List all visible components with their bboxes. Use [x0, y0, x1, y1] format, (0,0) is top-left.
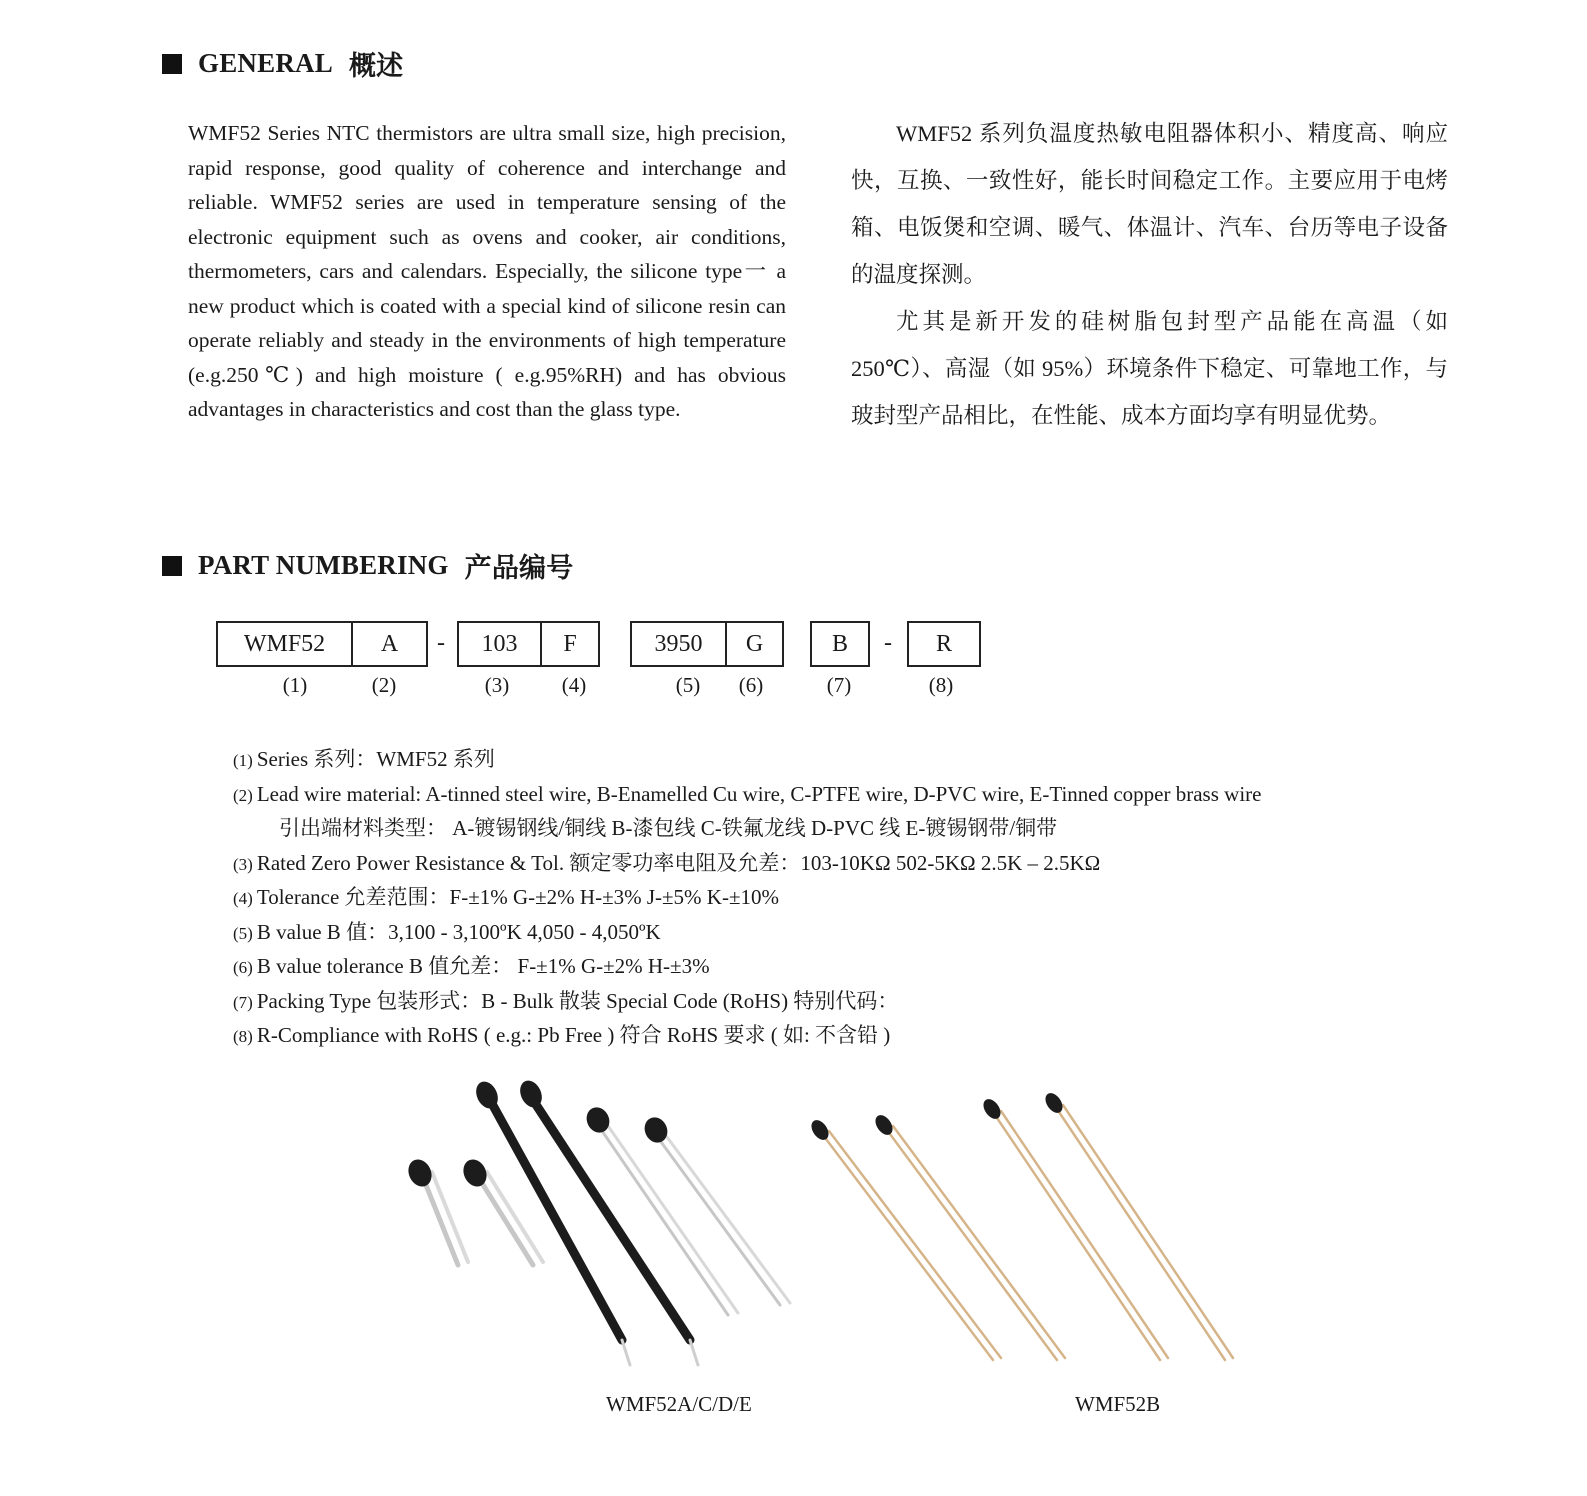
- part-code-lead: A: [351, 623, 426, 665]
- general-title-en: GENERAL: [198, 48, 333, 78]
- definition-number: (3): [233, 854, 253, 874]
- photo-caption-right: WMF52B: [1075, 1392, 1161, 1416]
- definition-number: (6): [233, 958, 253, 977]
- general-english-paragraph: WMF52 Series NTC thermistors are ultra small size, high precision, rapid response, good quality of coherence and interchange and reliable. WMF52 series are used in temperature sensing of the electronic equipment such as ovens and cooker, air conditions, thermometers, cars and calendars. Especially, the silicone type一 a new product which is coated with a special kind of silicone resin can operate reliably and steady in the environments of high temperature (e.g.250℃) and high moisture ( e.g.95%RH) and has obvious advantages in characteristics and cost than the glass type.: [188, 121, 786, 421]
- photo-caption-left: WMF52A/C/D/E: [606, 1392, 752, 1416]
- part-index-8: (8): [928, 673, 954, 697]
- part-code-packing: B: [831, 630, 848, 657]
- part-code-group-resistance: [457, 621, 600, 667]
- definition-line: [233, 984, 1261, 1019]
- part-code-group-rohs: [907, 621, 981, 667]
- part-index-7: (7): [826, 673, 852, 697]
- part-code-group-series: [216, 621, 428, 667]
- definition-line: [233, 915, 1261, 950]
- section-title-general: [162, 44, 403, 83]
- part-index-3: (3): [484, 673, 510, 697]
- thermistor-photo-right: [795, 1075, 1255, 1365]
- part-definitions-list: [233, 742, 1261, 1053]
- square-bullet-icon: [162, 556, 182, 576]
- definition-text: 引出端材料类型： A-镀锡钢线/铜线 B-漆包线 C-铁氟龙线 D-PVC 线 E-镀锡钢带/铜带: [279, 816, 1058, 840]
- part-index-1: (1): [282, 673, 308, 697]
- part-code-rohs: R: [935, 630, 952, 657]
- part-code-tolerance: F: [540, 623, 598, 665]
- definition-line: [233, 846, 1261, 881]
- definition-text: Packing Type 包装形式：B - Bulk 散装 Special Code (RoHS) 特别代码：: [256, 988, 899, 1013]
- part-index-6: (6): [738, 673, 764, 697]
- definition-line: [233, 1018, 1261, 1053]
- part-numbering-title-zh: 产品编号: [464, 553, 574, 583]
- general-chinese-text: [851, 110, 1448, 439]
- definition-line: [233, 949, 1261, 984]
- definition-text: Rated Zero Power Resistance & Tol. 额定零功率电阻及允差：103-10KΩ 502-5KΩ 2.5K – 2.5KΩ: [256, 850, 1101, 875]
- general-chinese-paragraph-2: 尤其是新开发的硅树脂包封型产品能在高温（如250℃）、高湿（如 95%）环境条件下稳定、可靠地工作，与玻封型产品相比，在性能、成本方面均享有明显优势。: [851, 309, 1448, 428]
- part-index-4: (4): [561, 673, 587, 697]
- part-code-bvalue-tolerance: G: [725, 623, 782, 665]
- part-code-resistance: 103: [481, 630, 518, 657]
- definition-text: R-Compliance with RoHS ( e.g.: Pb Free ) 符合 RoHS 要求 ( 如: 不含铅 ): [256, 1023, 891, 1047]
- part-index-5: (5): [675, 673, 701, 697]
- definition-number: (7): [233, 992, 253, 1012]
- part-code-dash: -: [884, 630, 892, 656]
- general-title-zh: 概述: [348, 51, 404, 81]
- section-title-part-numbering: [162, 546, 573, 585]
- general-chinese-paragraph-1: WMF52 系列负温度热敏电阻器体积小、精度高、响应快，互换、一致性好，能长时间稳定工作。主要应用于电烤箱、电饭煲和空调、暖气、体温计、汽车、台历等电子设备的温度探测。: [851, 121, 1448, 287]
- definition-line: [233, 880, 1261, 915]
- definition-text: Tolerance 允差范围：F-±1% G-±2% H-±3% J-±5% K-±10%: [256, 885, 779, 909]
- definition-line: [233, 777, 1261, 812]
- part-code-series: WMF52: [243, 630, 326, 657]
- definition-line: [233, 811, 1261, 846]
- definition-text: B value tolerance B 值允差： F-±1% G-±2% H-±3%: [256, 954, 710, 978]
- part-code-group-packing: [810, 621, 870, 667]
- definition-line: [233, 742, 1261, 777]
- definition-text: Series 系列：WMF52 系列: [256, 747, 495, 771]
- part-code-group-bvalue: [630, 621, 784, 667]
- definition-text: B value B 值：3,100 - 3,100ºK 4,050 - 4,050ºK: [256, 919, 661, 944]
- part-code-bvalue: 3950: [654, 630, 703, 657]
- definition-number: (5): [233, 923, 253, 943]
- part-numbering-title-en: PART NUMBERING: [198, 550, 449, 580]
- definition-number: (1): [233, 751, 253, 770]
- part-code-dash: -: [437, 630, 445, 656]
- definition-number: (2): [233, 785, 253, 805]
- definition-text: Lead wire material: A-tinned steel wire, B-Enamelled Cu wire, C-PTFE wire, D-PVC wire, E-Tinned copper brass wire: [256, 781, 1262, 806]
- definition-number: (8): [233, 1027, 253, 1046]
- definition-number: (4): [233, 889, 253, 908]
- part-index-2: (2): [371, 673, 397, 697]
- square-bullet-icon: [162, 54, 182, 74]
- thermistor-photo-left: [400, 1080, 800, 1370]
